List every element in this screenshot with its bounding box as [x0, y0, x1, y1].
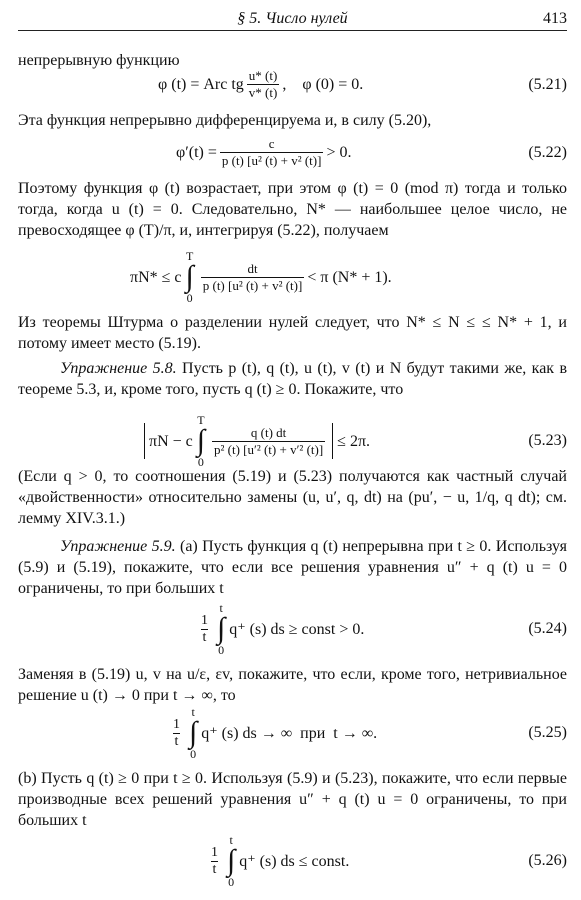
- equation-number: (5.26): [528, 852, 567, 869]
- integral-sign: t ∫ 0: [227, 833, 236, 889]
- integral-sign: t ∫ 0: [189, 705, 198, 761]
- equation-5-23: πN − c T ∫ 0 $\frac{q (t) dt}{\text{p² (t) [u′² (t) + v′² (t)]}}$ ≤ 2π. (5.23): [0, 416, 567, 466]
- paragraph: (Если q > 0, то соотношения (5.19) и (5.23) получаются как частный случай «двойственности» относительно замены (u, u′, q, dt) на (pu′, − u, 1/q, q dt); см. лемму XIV.3.1.): [18, 468, 567, 527]
- paragraph: (b) Пусть q (t) ≥ 0 при t ≥ 0. Используя (5.9) и (5.23), покажите, что если первые производные всех решений уравнения u″ + q (t) u = 0 ограничены, то при больших t: [18, 770, 567, 829]
- equation-number: (5.23): [528, 432, 567, 449]
- paragraph: Из теоремы Штурма о разделении нулей следует, что N* ≤ N ≤ ≤ N* + 1, и потому имеет место (5.19).: [18, 314, 567, 352]
- exercise-label: Упражнение 5.9.: [60, 538, 176, 555]
- equation-number: (5.25): [528, 724, 567, 741]
- equation-5-22: φ′(t) = $\frac{c}{\text{p (t) [u² (t) + v² (t)]}}$ > 0. (5.22): [176, 135, 567, 168]
- paragraph: Эта функция непрерывно дифференцируема и, в силу (5.20),: [18, 112, 432, 129]
- exercise-5-9: Упражнение 5.9. (a) Пусть функция q (t) непрерывна при t ≥ 0. Используя (5.9) и (5.19), покажите, что если все решения уравнения u″ + q (t) u = 0 ограничены, то при больших t: [18, 538, 567, 597]
- equation-inequality: πN* ≤ c T ∫ 0 $\frac{dt}{\text{p (t) [u² (t) + v² (t)]}}$ < π (N* + 1).: [130, 249, 392, 305]
- running-header: [18, 8, 567, 31]
- exercise-label: Упражнение 5.8.: [60, 360, 177, 377]
- equation-5-25: $\frac{1}{t}$ t ∫ 0 q⁺ (s) ds → ∞ при t → ∞. (5.25): [173, 705, 567, 761]
- equation-5-26: $\frac{1}{t}$ t ∫ 0 q⁺ (s) ds ≤ const. (5.26): [211, 833, 567, 889]
- integral-sign: T ∫ 0: [185, 249, 194, 305]
- exercise-5-8: Упражнение 5.8. Пусть p (t), q (t), u (t), v (t) и N будут такими же, как в теореме 5.3, и, кроме того, пусть q (t) ≥ 0. Покажите, что: [18, 360, 567, 398]
- integral-sign: t ∫ 0: [217, 601, 226, 657]
- paragraph: Поэтому функция φ (t) возрастает, при этом φ (t) = 0 (mod π) тогда и только тогда, когда u (t) = 0. Следовательно, N* — наибольшее целое число, не превосходящее φ (T)/π, и, интегрируя (5.22), получаем: [18, 180, 567, 239]
- page-number: 413: [543, 10, 567, 27]
- section-title: § 5. Число нулей: [237, 10, 348, 27]
- equation-5-21: φ (t) = Arc tg $\frac{u* (t)}{v* (t)}$ , φ (0) = 0. (5.21): [158, 67, 567, 100]
- equation-number: (5.22): [528, 144, 567, 161]
- equation-number: (5.21): [528, 76, 567, 93]
- paragraph: Заменяя в (5.19) u, v на u/ε, εv, покажите, что если, кроме того, нетривиальное решение u (t) → 0 при t → ∞, то: [18, 666, 567, 704]
- integral-sign: T ∫ 0: [196, 413, 205, 469]
- equation-5-24: $\frac{1}{t}$ t ∫ 0 q⁺ (s) ds ≥ const > 0. (5.24): [201, 601, 567, 657]
- paragraph-intro: непрерывную функцию: [18, 52, 180, 69]
- equation-number: (5.24): [528, 620, 567, 637]
